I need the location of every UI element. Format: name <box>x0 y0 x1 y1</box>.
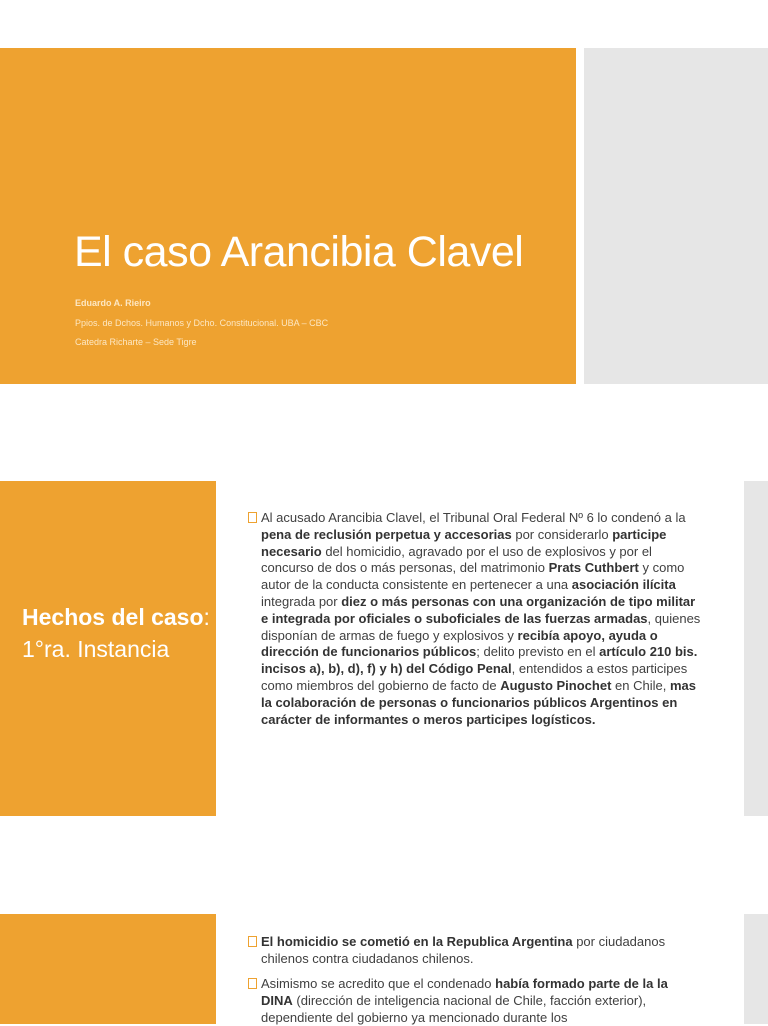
heading-instance: 1°ra. Instancia <box>22 636 170 662</box>
title-slide-side-panel <box>584 48 768 384</box>
slide3-side-panel <box>744 914 768 1024</box>
presentation-title: El caso Arancibia Clavel <box>74 228 524 276</box>
body-text-run: y como autor de la conducta consistente en pertenecer a una <box>261 560 685 593</box>
emphasized-text: participe necesario <box>261 526 667 559</box>
square-bullet-icon <box>248 936 257 947</box>
body-text-run: del homicidio, agravado por el uso de explosivos y por el concurso de dos o más personas, del matrimonio <box>261 543 652 576</box>
facts-paragraph <box>261 510 701 728</box>
emphasized-text: diez o más personas con una organización de tipo militar e integrada por oficiales o suboficiales de las fuerzas armadas <box>261 593 696 626</box>
body-text-run: por ciudadanos chilenos contra ciudadanos chilenos. <box>261 934 666 966</box>
heading-bold: Hechos del caso <box>22 604 204 630</box>
body-text-run: (dirección de inteligencia nacional de Chile, facción exterior), dependiente del gobierno ya mencionado durante los <box>261 992 647 1025</box>
slide2-side-panel <box>744 481 768 816</box>
body-text-run: por considerarlo <box>511 526 613 542</box>
author-line: Eduardo A. Rieiro <box>75 298 151 308</box>
dina-paragraph <box>261 976 701 1026</box>
emphasized-text: había formado parte de la la DINA <box>261 976 668 1008</box>
chair-line: Catedra Richarte – Sede Tigre <box>75 337 197 347</box>
emphasized-text: Augusto Pinochet <box>500 677 612 693</box>
course-line: Ppios. de Dchos. Humanos y Dcho. Constitucional. UBA – CBC <box>75 318 329 328</box>
emphasized-text: pena de reclusión perpetua y accesorias <box>261 526 512 542</box>
title-slide-banner <box>0 48 576 384</box>
emphasized-text: Prats Cuthbert <box>548 560 639 576</box>
section-heading <box>22 601 210 665</box>
body-text-run: , entendidos a estos participes como miembros del gobierno de facto de <box>261 661 688 693</box>
body-text-run: en Chile, <box>611 677 670 693</box>
square-bullet-icon <box>248 978 257 989</box>
body-text-run: Asimismo se acredito que el condenado <box>261 976 496 991</box>
emphasized-text: El homicidio se cometió en la Republica Argentina <box>261 934 573 949</box>
emphasized-text: recibía apoyo, ayuda o dirección de funcionarios públicos <box>261 627 658 660</box>
slide3-heading-panel <box>0 914 216 1024</box>
emphasized-text: artículo 210 bis. incisos a), b), d), f) y h) del Código Penal <box>261 644 698 677</box>
body-text-run: integrada por <box>261 593 342 609</box>
heading-colon: : <box>203 604 210 630</box>
body-text-run: , quienes disponían de armas de fuego y explosivos y <box>261 610 701 643</box>
emphasized-text: mas la colaboración de personas o funcionarios públicos Argentinos en carácter de informantes o meros participes logísticos. <box>261 677 696 727</box>
body-text-run: Al acusado Arancibia Clavel, el Tribunal Oral Federal Nº 6 lo condenó a la <box>261 510 686 525</box>
square-bullet-icon <box>248 512 257 523</box>
body-text-run: ; delito previsto en el <box>476 644 600 660</box>
homicide-paragraph <box>261 934 701 968</box>
emphasized-text: asociación ilícita <box>571 577 676 593</box>
